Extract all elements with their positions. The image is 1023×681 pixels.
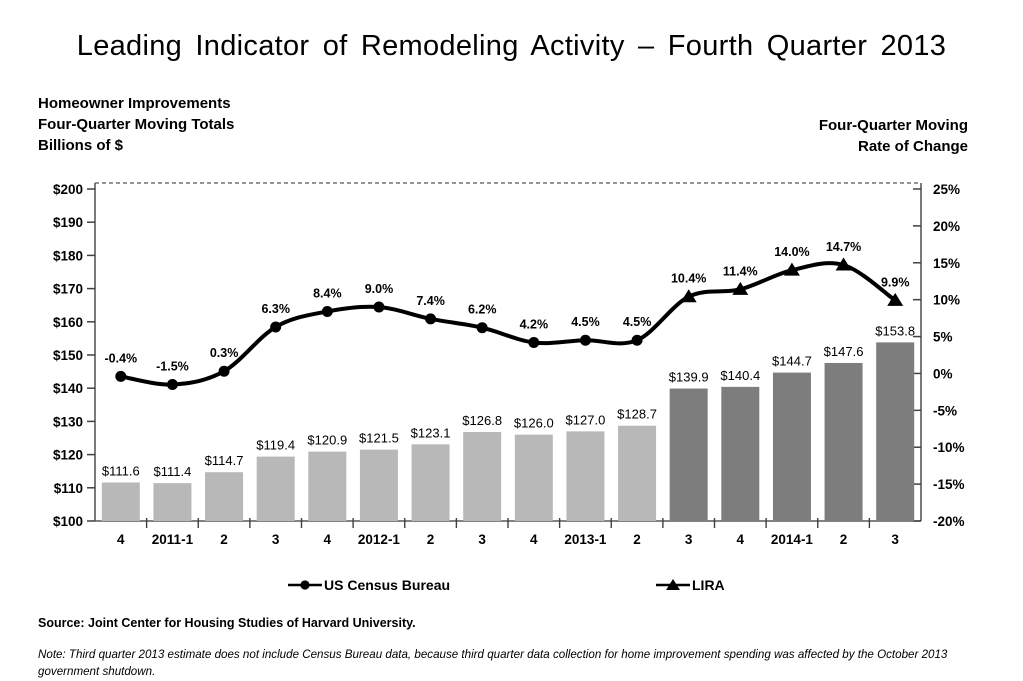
right-axis-tick-label: -5% xyxy=(933,403,958,419)
bar-value-label: $140.4 xyxy=(720,367,761,383)
census-point-marker-circle xyxy=(580,335,591,346)
legend-label-census: US Census Bureau xyxy=(324,577,451,593)
x-tick-label: 3 xyxy=(271,532,280,547)
left-axis-tick-label: $170 xyxy=(52,281,83,297)
bar-value-label: $147.6 xyxy=(823,343,864,359)
x-tick-label: 2012-1 xyxy=(357,532,400,547)
left-axis-title-line3: Billions of $ xyxy=(38,137,124,154)
bar-value-label: $144.7 xyxy=(772,353,812,369)
legend-label-lira: LIRA xyxy=(692,577,725,593)
rate-label: 4.5% xyxy=(622,315,652,330)
left-axis-title-line1: Homeowner Improvements xyxy=(38,95,231,112)
right-axis-tick-label: 5% xyxy=(933,329,953,345)
right-axis-tick-label: 15% xyxy=(933,255,961,271)
x-tick-label: 2 xyxy=(839,532,848,547)
bar-value-label: $119.4 xyxy=(256,437,296,453)
bar xyxy=(618,426,656,521)
x-tick-label: 3 xyxy=(478,532,486,547)
bar-value-label: $121.5 xyxy=(359,430,399,446)
bar-value-label: $111.4 xyxy=(153,464,192,480)
bar-value-label: $126.8 xyxy=(462,413,503,429)
bar xyxy=(153,483,191,521)
bar-value-label: $114.7 xyxy=(204,453,244,469)
census-point-marker-circle xyxy=(167,379,178,390)
rate-label: 14.7% xyxy=(825,239,862,254)
rate-label: 8.4% xyxy=(313,286,342,301)
census-point-marker-circle xyxy=(477,322,488,333)
bar-value-label: $126.0 xyxy=(513,415,554,431)
chart-title: Leading Indicator of Remodeling Activity – Fourth Quarter 2013 xyxy=(76,30,947,62)
bar xyxy=(566,431,604,521)
x-tick-label: 2013-1 xyxy=(564,532,607,547)
bar-value-label: $139.9 xyxy=(668,369,709,385)
left-axis-title-line2: Four-Quarter Moving Totals xyxy=(38,116,235,133)
left-axis-tick-label: $190 xyxy=(52,215,83,231)
left-axis-tick-label: $110 xyxy=(53,480,83,496)
bar xyxy=(515,435,553,521)
rate-label: 9.0% xyxy=(364,282,394,297)
legend-item-lira xyxy=(655,577,725,593)
rate-label: -0.4% xyxy=(104,351,138,366)
bar xyxy=(102,482,140,521)
rate-label: 4.2% xyxy=(519,317,549,332)
left-axis-tick-label: $100 xyxy=(52,514,83,529)
x-tick-label: 2014-1 xyxy=(770,532,813,547)
bar xyxy=(463,432,501,521)
lira-line-marker-icon xyxy=(655,578,691,592)
rate-label: 4.5% xyxy=(571,315,600,330)
left-axis-tick-label: $130 xyxy=(52,414,83,430)
right-axis-tick-label: 20% xyxy=(933,218,961,234)
bar-value-label: $128.7 xyxy=(617,406,657,422)
bar-value-label: $153.8 xyxy=(875,323,916,339)
right-axis-tick-label: 10% xyxy=(933,292,961,308)
x-tick-label: 2 xyxy=(426,532,435,547)
bar xyxy=(825,363,863,521)
bar xyxy=(721,387,759,521)
left-axis-tick-label: $120 xyxy=(52,447,83,463)
rate-label: 6.3% xyxy=(261,301,290,316)
rate-label: -1.5% xyxy=(156,359,189,374)
census-point-marker-circle xyxy=(632,335,643,346)
bar xyxy=(257,457,295,521)
right-axis-tick-label: 0% xyxy=(933,366,953,382)
x-tick-label: 4 xyxy=(530,532,538,547)
x-tick-label: 2 xyxy=(220,532,228,547)
x-tick-label: 4 xyxy=(323,532,332,547)
left-axis-tick-label: $160 xyxy=(52,314,83,330)
right-axis-tick-label: -10% xyxy=(933,440,965,456)
right-axis-title-line2: Rate of Change xyxy=(857,138,968,155)
rate-label: 6.2% xyxy=(467,302,497,317)
rate-label: 9.9% xyxy=(880,275,910,290)
right-axis-title-line1: Four-Quarter Moving xyxy=(818,117,968,134)
x-tick-label: 4 xyxy=(117,532,125,547)
legend-item-census xyxy=(287,577,450,593)
source-text: Source: Joint Center for Housing Studies of Harvard University. xyxy=(38,616,416,630)
rate-label: 10.4% xyxy=(670,271,707,286)
bar xyxy=(773,373,811,521)
bar xyxy=(876,342,914,521)
census-point-marker-circle xyxy=(373,302,384,313)
bar-value-label: $120.9 xyxy=(307,432,348,448)
x-tick-label: 2011-1 xyxy=(151,532,194,547)
x-tick-label: 3 xyxy=(684,532,693,547)
right-axis-tick-label: 25% xyxy=(933,182,961,197)
bar xyxy=(360,450,398,521)
census-point-marker-circle xyxy=(115,371,126,382)
census-point-marker-circle xyxy=(425,313,436,324)
x-tick-label: 3 xyxy=(891,532,899,547)
bar xyxy=(205,472,243,521)
rate-label: 11.4% xyxy=(722,264,758,279)
bar-value-label: $123.1 xyxy=(410,425,451,441)
x-tick-label: 4 xyxy=(736,532,745,547)
left-axis-tick-label: $180 xyxy=(52,248,83,264)
left-axis-tick-label: $150 xyxy=(52,348,83,363)
left-axis-tick-label: $200 xyxy=(52,182,83,197)
right-axis-tick-label: -20% xyxy=(933,514,965,529)
bar xyxy=(308,452,346,521)
rate-label: 14.0% xyxy=(774,245,810,260)
bar xyxy=(412,444,450,521)
x-tick-label: 2 xyxy=(633,532,641,547)
census-point-marker-circle xyxy=(219,366,230,377)
rate-label: 0.3% xyxy=(209,346,239,361)
census-point-marker-circle xyxy=(270,321,281,332)
bar-value-label: $127.0 xyxy=(565,412,606,428)
left-axis-tick-label: $140 xyxy=(52,381,83,397)
rate-label: 7.4% xyxy=(416,293,445,308)
census-point-marker-circle xyxy=(528,337,539,348)
census-point-marker-circle xyxy=(322,306,333,317)
bar-value-label: $111.6 xyxy=(101,463,140,479)
bar xyxy=(670,389,708,521)
note-text: Note: Third quarter 2013 estimate does not include Census Bureau data, because third quarter data collection for home improvement spending was affected by the October 2013 government shutdown. xyxy=(38,648,948,678)
right-axis-tick-label: -15% xyxy=(933,477,965,493)
census-line-marker-icon xyxy=(287,578,323,592)
